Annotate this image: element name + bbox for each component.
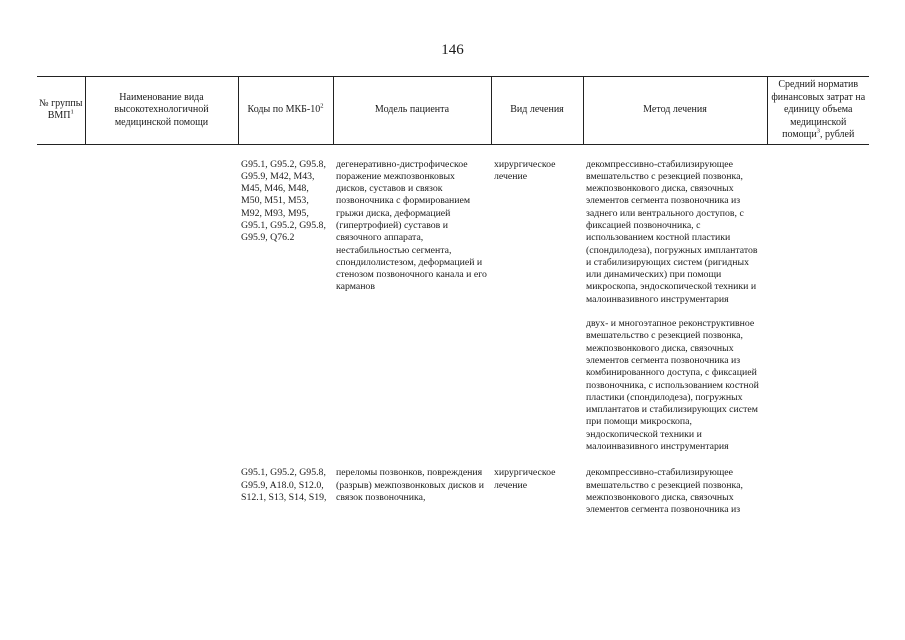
treatment-type-cell: хирургическое лечение	[494, 467, 556, 491]
group-no-cell	[37, 159, 85, 454]
header-group-no: № группы ВМП$^1$	[37, 77, 85, 145]
group-no-cell	[37, 467, 85, 516]
patient-model-cell: переломы позвонков, повреждения (разрыв) межпозвонковых дисков и связок позвоночника,	[336, 467, 484, 503]
header-icd-codes: Коды по МКБ-$10^2$	[238, 77, 333, 145]
method-paragraph: двух- и многоэтапное реконструктивное вмешательство с резекцией позвонка, межпозвонкового диска, связочных элементов сегмента позвоночника из комбинированного доступа, с фиксацией позвоночника, с использованием костной пластики (спондилодеза), погружных имплантатов и стабилизирующих систем при помощи микроскопа, эндоскопической техники и малоинвазивного инструментария	[586, 318, 759, 453]
name-cell	[85, 467, 238, 516]
method-paragraph: декомпрессивно-стабилизирующее вмешательство с резекцией позвонка, межпозвонкового диска, связочных элементов сегмента позвоночника из	[586, 467, 743, 516]
icd-codes-cell: G95.1, G95.2, G95.8, G95.9, A18.0, S12.0, S12.1, S13, S14, S19,	[241, 467, 327, 503]
treatment-method-cell	[583, 159, 767, 454]
table-row	[37, 159, 869, 454]
vmp-table	[37, 76, 869, 517]
table-header-row	[37, 77, 869, 145]
cost-cell	[767, 467, 869, 516]
cost-cell	[767, 159, 869, 454]
name-cell	[85, 159, 238, 454]
method-paragraph: декомпрессивно-стабилизирующее вмешательство с резекцией позвонка, межпозвонкового диска, связочных элементов сегмента позвоночника из заднего или вентрального доступов, с фиксацией позвоночника, с использованием костной пластики (спондилодеза), погружных имплантатов и стабилизирующих систем (ригидных или динамических) при помощи микроскопа, эндоскопической техники и малоинвазивного инструментария	[586, 158, 758, 305]
header-treatment-type: Вид лечения	[491, 77, 583, 145]
treatment-method-cell	[583, 467, 767, 516]
header-name: Наименование вида высокотехнологичной медицинской помощи	[85, 77, 238, 145]
table-row	[37, 467, 869, 516]
header-patient-model: Модель пациента	[333, 77, 491, 145]
patient-model-cell: дегенеративно-дистрофическое поражение межпозвонковых дисков, суставов и связок позвоночника с формированием грыжи диска, деформацией (гипертрофией) суставов и связочного аппарата, нестабильностью сегмента, спондилолистезом, деформацией и стенозом позвоночного канала и его карманов	[336, 158, 487, 293]
header-cost-standard: Средний норматив финансовых затрат на единицу объема медицинской помощи$^3$, рублей	[767, 77, 869, 145]
treatment-type-cell: хирургическое лечение	[494, 158, 556, 182]
page-number: 146	[441, 42, 464, 58]
icd-codes-cell: G95.1, G95.2, G95.8, G95.9, M42, M43, M45, M46, M48, M50, M51, M53, M92, M93, M95, G95.1, G95.2, G95.8, G95.9, Q76.2	[241, 158, 326, 244]
header-treatment-method: Метод лечения	[583, 77, 767, 145]
